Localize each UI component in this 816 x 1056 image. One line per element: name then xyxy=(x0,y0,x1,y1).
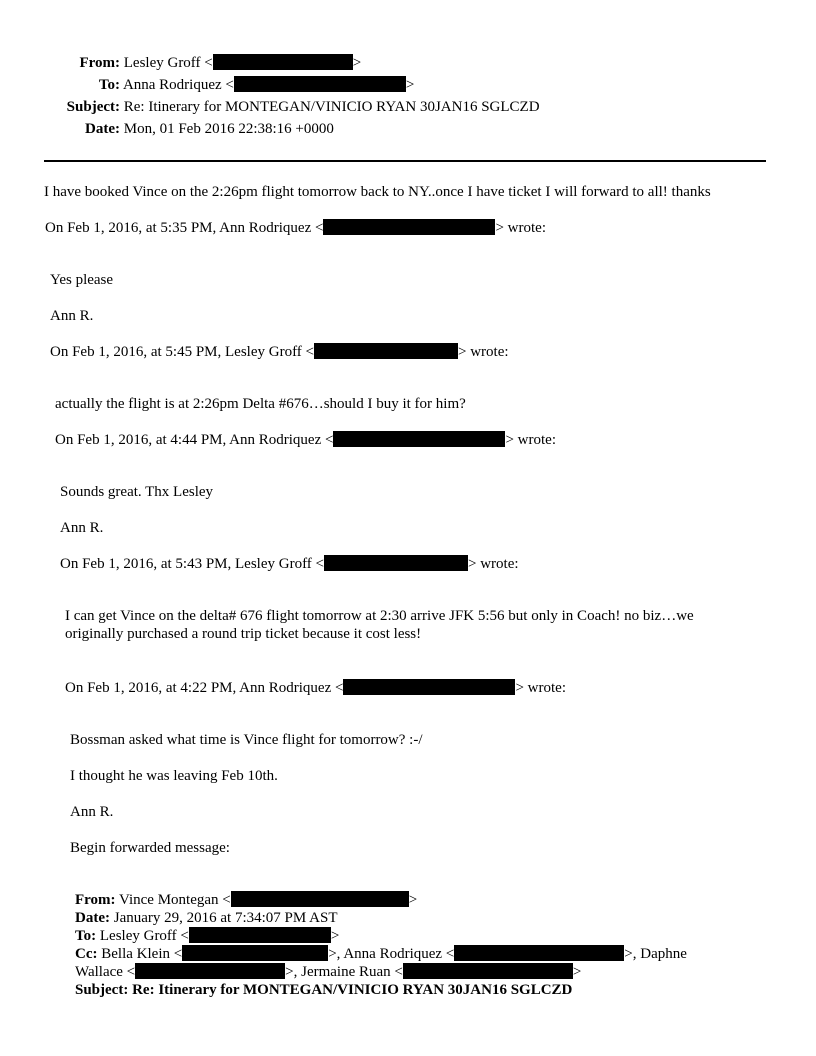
message-text: Ann R. xyxy=(70,804,114,820)
header-from-label: From: xyxy=(79,55,120,71)
header-from-value: Lesley Groff < xyxy=(123,55,213,71)
redaction-block xyxy=(403,963,573,979)
forwarded-cc-value: Wallace < xyxy=(75,964,136,980)
message-text: Sounds great. Thx Lesley xyxy=(60,484,214,500)
redaction-block xyxy=(324,555,468,571)
header-to-label: To: xyxy=(98,77,120,93)
attribution-wrote: > wrote: xyxy=(515,680,566,696)
forwarded-close-bracket: > xyxy=(330,928,340,944)
attribution-text: On Feb 1, 2016, at 5:43 PM, Lesley Groff < xyxy=(60,556,324,572)
forwarded-subject-value: Re: Itinerary for MONTEGAN/VINICIO RYAN 30JAN16 SGLCZD xyxy=(132,982,573,998)
header-close-bracket: > xyxy=(405,77,415,93)
header-date-label: Date: xyxy=(85,121,120,137)
forwarded-cc-label: Cc: xyxy=(75,946,98,962)
forwarded-cc-value: >, Jermaine Ruan < xyxy=(285,964,403,980)
quote-attribution xyxy=(45,219,546,237)
redaction-block xyxy=(343,679,515,695)
header-subject-row xyxy=(0,98,540,116)
attribution-wrote: > wrote: xyxy=(468,556,519,572)
forwarded-cc-row-continued xyxy=(75,963,581,981)
header-from-row xyxy=(0,54,361,72)
forwarded-cc-value: >, Daphne xyxy=(624,946,687,962)
redaction-block xyxy=(314,343,458,359)
quote-attribution xyxy=(60,555,519,573)
redaction-block xyxy=(189,927,331,943)
forwarded-date-row xyxy=(75,909,337,927)
attribution-text: On Feb 1, 2016, at 4:22 PM, Ann Rodriquez < xyxy=(65,680,344,696)
message-text: Begin forwarded message: xyxy=(70,840,230,856)
message-text: I thought he was leaving Feb 10th. xyxy=(70,768,278,784)
forwarded-subject-row xyxy=(75,981,572,999)
message-text: originally purchased a round trip ticket because it cost less! xyxy=(65,626,422,642)
header-to-row xyxy=(0,76,414,94)
redaction-block xyxy=(135,963,285,979)
header-date-value: Mon, 01 Feb 2016 22:38:16 +0000 xyxy=(123,121,334,137)
header-date-row xyxy=(0,120,334,138)
redaction-block xyxy=(333,431,505,447)
forwarded-to-value: Lesley Groff < xyxy=(99,928,189,944)
attribution-wrote: > wrote: xyxy=(505,432,556,448)
redaction-block xyxy=(454,945,624,961)
message-text: I can get Vince on the delta# 676 flight tomorrow at 2:30 arrive JFK 5:56 but only in Coach! no biz…we xyxy=(65,608,694,624)
forwarded-date-label: Date: xyxy=(75,910,110,926)
quote-attribution xyxy=(55,431,556,449)
header-to-value: Anna Rodriquez < xyxy=(122,77,234,93)
attribution-wrote: > wrote: xyxy=(458,344,509,360)
forwarded-close-bracket: > xyxy=(408,892,418,908)
attribution-wrote: > wrote: xyxy=(495,220,546,236)
forwarded-from-value: Vince Montegan < xyxy=(119,892,231,908)
forwarded-date-value: January 29, 2016 at 7:34:07 PM AST xyxy=(113,910,338,926)
quote-attribution xyxy=(50,343,509,361)
redaction-block xyxy=(182,945,328,961)
header-divider xyxy=(44,160,766,162)
message-text: Ann R. xyxy=(50,308,94,324)
forwarded-close-bracket: > xyxy=(572,964,582,980)
redaction-block xyxy=(323,219,495,235)
header-subject-label: Subject: xyxy=(66,99,120,115)
redaction-block xyxy=(213,54,353,70)
redaction-block xyxy=(231,891,409,907)
attribution-text: On Feb 1, 2016, at 5:35 PM, Ann Rodriquez < xyxy=(45,220,324,236)
message-text: Bossman asked what time is Vince flight for tomorrow? :-/ xyxy=(70,732,423,748)
forwarded-from-label: From: xyxy=(75,892,116,908)
forwarded-from-row xyxy=(75,891,417,909)
forwarded-subject-label: Subject: xyxy=(75,982,129,998)
quote-attribution xyxy=(65,679,566,697)
redaction-block xyxy=(234,76,406,92)
forwarded-to-label: To: xyxy=(75,928,97,944)
header-close-bracket: > xyxy=(352,55,362,71)
header-subject-value: Re: Itinerary for MONTEGAN/VINICIO RYAN 30JAN16 SGLCZD xyxy=(123,99,540,115)
message-text: Ann R. xyxy=(60,520,104,536)
attribution-text: On Feb 1, 2016, at 5:45 PM, Lesley Groff < xyxy=(50,344,314,360)
forwarded-cc-value: >, Anna Rodriquez < xyxy=(328,946,455,962)
forwarded-to-row xyxy=(75,927,339,945)
message-text: Yes please xyxy=(50,272,114,288)
message-text: I have booked Vince on the 2:26pm flight tomorrow back to NY..once I have ticket I will forward to all! thanks xyxy=(44,184,711,200)
attribution-text: On Feb 1, 2016, at 4:44 PM, Ann Rodriquez < xyxy=(55,432,334,448)
message-text: actually the flight is at 2:26pm Delta #676…should I buy it for him? xyxy=(55,396,466,412)
forwarded-cc-row xyxy=(75,945,687,963)
forwarded-cc-value: Bella Klein < xyxy=(101,946,183,962)
